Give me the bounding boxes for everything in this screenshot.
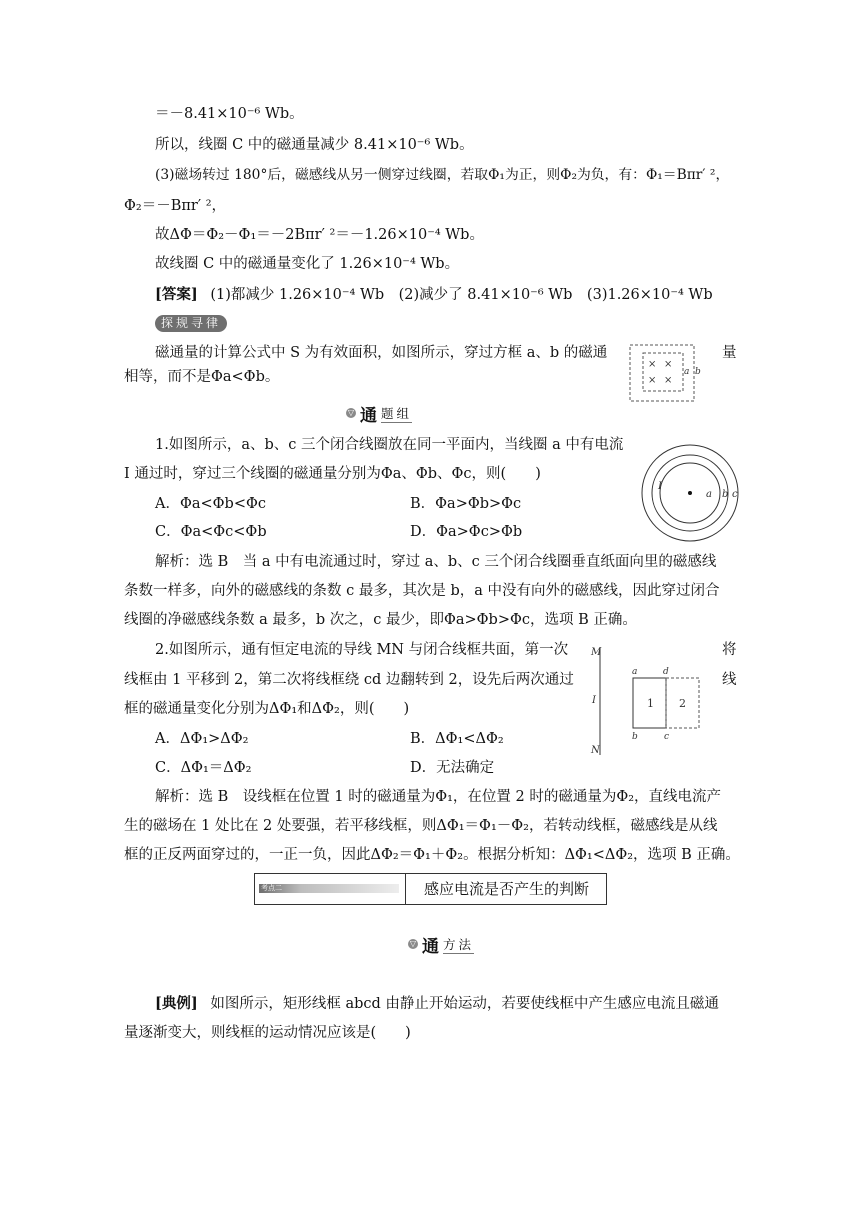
line-result: ＝－8.41×10⁻⁶ Wb。 <box>155 106 304 122</box>
fig3-label-1: 1 <box>647 697 654 710</box>
fig2-label-I: I <box>658 481 662 492</box>
q2-stem-2-end: 线 <box>722 672 737 688</box>
section-header-problems <box>346 403 413 426</box>
example-line-1 <box>155 994 719 1014</box>
figure-wire-and-frame <box>588 643 708 759</box>
figure-square-frames <box>628 343 701 403</box>
topic-tag: 考点二 <box>261 884 282 892</box>
fig3-label-2: 2 <box>679 697 686 710</box>
fig3-label-I: I <box>592 695 596 706</box>
q2-analysis-1: 解析：选 B 设线框在位置 1 时的磁通量为Φ₁，在位置 2 时的磁通量为Φ₂，直线电流产 <box>155 789 722 805</box>
tip-line-1-end: 量 <box>722 345 737 361</box>
section-header-methods <box>408 934 475 957</box>
topic-title: 感应电流是否产生的判断 <box>424 880 590 898</box>
section-title-2: 方法 <box>443 936 475 952</box>
fig3-label-N: N <box>591 745 600 756</box>
topic-box <box>254 873 607 905</box>
section-big-char-2: 通 <box>422 936 439 957</box>
q2-analysis-2: 生的磁场在 1 处比在 2 处要强，若平移线框，则ΔΦ₁＝Φ₁－Φ₂，若转动线框，磁感线是从线 <box>124 818 718 834</box>
line-part3: (3)磁场转过 180°后，磁感线从另一侧穿过线圈，若取Φ₁为正，则Φ₂为负，有：Φ₁＝Bπr′ ²， <box>155 167 730 183</box>
answer-label: [答案] <box>155 286 198 303</box>
q2-option-b: B．ΔΦ₁<ΔΦ₂ <box>410 731 504 747</box>
q2-stem-1: 2.如图所示，通有恒定电流的导线 MN 与闭合线框共面，第一次 <box>155 642 569 658</box>
line-conclusion-1: 所以，线圈 C 中的磁通量减少 8.41×10⁻⁶ Wb。 <box>155 137 474 153</box>
q1-stem-1: 1.如图所示，a、b、c 三个闭合线圈放在同一平面内，当线圈 a 中有电流 <box>155 437 624 453</box>
section-mark-icon: ▽ <box>347 408 355 417</box>
tip-line-2: 相等，而不是Φa<Φb。 <box>124 369 280 385</box>
q2-stem-2: 线框由 1 平移到 2，第二次将线框绕 cd 边翻转到 2，设先后两次通过 <box>124 672 574 688</box>
q2-option-d: D．无法确定 <box>410 760 495 776</box>
tip-line-1: 磁通量的计算公式中 S 为有效面积，如图所示，穿过方框 a、b 的磁通 <box>155 345 608 361</box>
fig3-label-d: d <box>663 667 669 677</box>
section-title: 题组 <box>381 405 413 421</box>
cross-4: × <box>664 375 673 386</box>
fig3-label-b: b <box>632 732 638 742</box>
q2-analysis-3: 框的正反两面穿过的，一正一负，因此ΔΦ₂＝Φ₁＋Φ₂。根据分析知：ΔΦ₁<ΔΦ₂，选项 B 正确。 <box>124 847 740 863</box>
answer-text: (1)都减少 1.26×10⁻⁴ Wb (2)减少了 8.41×10⁻⁶ Wb (3)1.26×10⁻⁴ Wb <box>210 287 713 303</box>
q2-option-a: A．ΔΦ₁>ΔΦ₂ <box>155 731 249 747</box>
q2-stem-1-end: 将 <box>722 642 737 658</box>
cross-3: × <box>648 375 657 386</box>
example-line-2: 量逐渐变大，则线框的运动情况应该是( ) <box>124 1025 411 1041</box>
line-conclusion-2: 故线圈 C 中的磁通量变化了 1.26×10⁻⁴ Wb。 <box>155 256 460 272</box>
q1-analysis-1: 解析：选 B 当 a 中有电流通过时，穿过 a、b、c 三个闭合线圈垂直纸面向里的磁感线 <box>155 554 717 570</box>
section-mark-icon-2: ▽ <box>409 939 417 948</box>
topic-tag-cell <box>255 874 406 904</box>
q2-stem-3: 框的磁通量变化分别为ΔΦ₁和ΔΦ₂，则( ) <box>124 701 410 717</box>
line-delta-phi: 故ΔΦ＝Φ₂－Φ₁＝－2Bπr′ ²＝－1.26×10⁻⁴ Wb。 <box>155 227 484 243</box>
example-label: [典例] <box>155 995 198 1012</box>
fig1-label-a: a <box>684 367 690 377</box>
q2-option-c: C．ΔΦ₁＝ΔΦ₂ <box>155 760 252 776</box>
fig3-label-M: M <box>591 647 602 658</box>
q1-analysis-3: 线圈的净磁感线条数 a 最多，b 次之，c 最少，即Φa>Φb>Φc，选项 B 正确。 <box>124 612 637 628</box>
example-text-1: 如图所示，矩形线框 abcd 由静止开始运动，若要使线框中产生感应电流且磁通 <box>210 996 719 1012</box>
fig3-label-c: c <box>664 732 670 742</box>
q1-stem-2: I 通过时，穿过三个线圈的磁通量分别为Φa、Φb、Φc，则( ) <box>124 466 541 482</box>
explore-badge: 探规寻律 <box>155 315 227 332</box>
fig2-label-b: b <box>722 489 729 500</box>
cross-1: × <box>648 359 657 370</box>
q1-option-d: D．Φa>Φc>Φb <box>410 524 523 540</box>
q1-analysis-2: 条数一样多，向外的磁感线的条数 c 最多，其次是 b，a 中没有向外的磁感线，因此穿过闭合 <box>124 583 720 599</box>
fig2-label-c: c <box>732 489 738 500</box>
fig1-label-b: b <box>695 367 701 377</box>
fig3-label-a: a <box>632 667 638 677</box>
q1-option-c: C．Φa<Φc<Φb <box>155 524 267 540</box>
q1-option-b: B．Φa>Φb>Φc <box>410 496 522 512</box>
fig2-label-a: a <box>706 489 712 500</box>
line-phi2: Φ₂＝－Bπr′ ²， <box>124 198 227 214</box>
cross-2: × <box>664 359 673 370</box>
answer-line <box>155 285 713 305</box>
figure-concentric-coils <box>640 443 746 543</box>
section-big-char: 通 <box>360 405 377 426</box>
q1-option-a: A．Φa<Φb<Φc <box>155 496 266 512</box>
